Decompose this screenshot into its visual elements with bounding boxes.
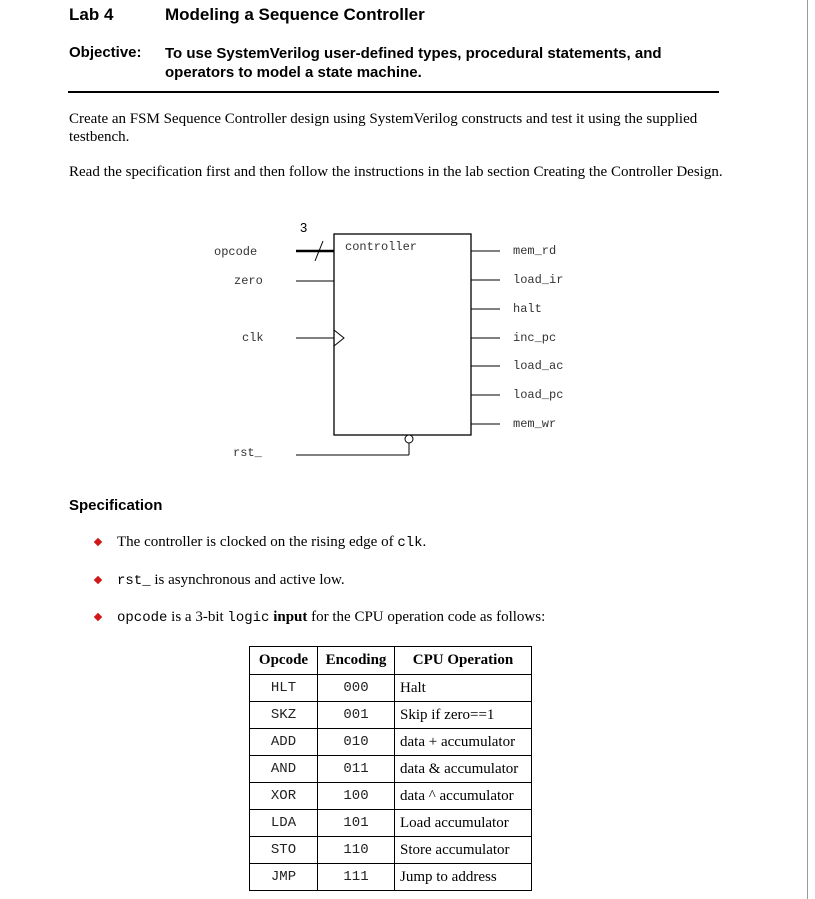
table-row — [250, 756, 532, 783]
output-label: halt — [513, 302, 542, 316]
bullet-diamond-icon — [94, 613, 102, 621]
table-row — [250, 864, 532, 891]
table-row — [250, 702, 532, 729]
operation-cell: data + accumulator — [395, 729, 532, 756]
table-row — [250, 810, 532, 837]
table-row — [250, 783, 532, 810]
input-opcode-label: opcode — [214, 245, 258, 259]
input-clk-label: clk — [242, 331, 264, 345]
clock-edge-marker — [334, 330, 344, 346]
operation-cell: data ^ accumulator — [395, 783, 532, 810]
intro-paragraph-2: Read the specification first and then follow the instructions in the lab section Creating the Controller Design. — [69, 164, 723, 180]
table-row — [250, 837, 532, 864]
intro-paragraph-1: Create an FSM Sequence Controller design using SystemVerilog constructs and test it using the supplied testbench. — [69, 111, 698, 145]
table-row — [250, 675, 532, 702]
col-header-cpu-operation: CPU Operation — [395, 647, 532, 675]
opcode-cell: SKZ — [250, 702, 318, 729]
input-zero-label: zero — [234, 274, 263, 288]
encoding-cell: 011 — [318, 756, 395, 783]
operation-cell: Store accumulator — [395, 837, 532, 864]
table-row — [250, 729, 532, 756]
encoding-cell: 000 — [318, 675, 395, 702]
active-low-bubble — [405, 435, 413, 443]
opcode-cell: XOR — [250, 783, 318, 810]
opcode-cell: HLT — [250, 675, 318, 702]
controller-block — [334, 234, 471, 435]
bullet-diamond-icon — [94, 576, 102, 584]
opcode-cell: JMP — [250, 864, 318, 891]
operation-cell: Skip if zero==1 — [395, 702, 532, 729]
encoding-cell: 101 — [318, 810, 395, 837]
output-label: mem_wr — [513, 417, 557, 431]
encoding-cell: 001 — [318, 702, 395, 729]
opcode-cell: STO — [250, 837, 318, 864]
lab-title: Modeling a Sequence Controller — [165, 5, 425, 24]
input-rst-label: rst_ — [233, 446, 262, 460]
encoding-cell: 100 — [318, 783, 395, 810]
output-label: load_pc — [513, 388, 564, 402]
objective-label: Objective: — [69, 44, 142, 61]
opcode-cell: LDA — [250, 810, 318, 837]
col-header-opcode: Opcode — [250, 647, 318, 675]
opcode-cell: ADD — [250, 729, 318, 756]
objective-text: To use SystemVerilog user-defined types, procedural statements, and operators to model a state machine. — [165, 45, 662, 81]
output-label: mem_rd — [513, 244, 557, 258]
bus-width-label: 3 — [300, 220, 308, 235]
output-signals — [471, 244, 563, 431]
specification-heading: Specification — [69, 497, 163, 514]
operation-cell: data & accumulator — [395, 756, 532, 783]
operation-cell: Load accumulator — [395, 810, 532, 837]
col-header-encoding: Encoding — [318, 647, 395, 675]
bullet-diamond-icon — [94, 538, 102, 546]
controller-label: controller — [345, 240, 418, 254]
encoding-cell: 111 — [318, 864, 395, 891]
encoding-cell: 010 — [318, 729, 395, 756]
operation-cell: Jump to address — [395, 864, 532, 891]
encoding-cell: 110 — [318, 837, 395, 864]
operation-cell: Halt — [395, 675, 532, 702]
table-header-row — [250, 647, 532, 675]
output-label: load_ac — [513, 359, 564, 373]
opcode-table — [249, 646, 532, 891]
output-label: inc_pc — [513, 331, 557, 345]
opcode-cell: AND — [250, 756, 318, 783]
lab-number: Lab 4 — [69, 5, 114, 24]
output-label: load_ir — [513, 273, 564, 287]
